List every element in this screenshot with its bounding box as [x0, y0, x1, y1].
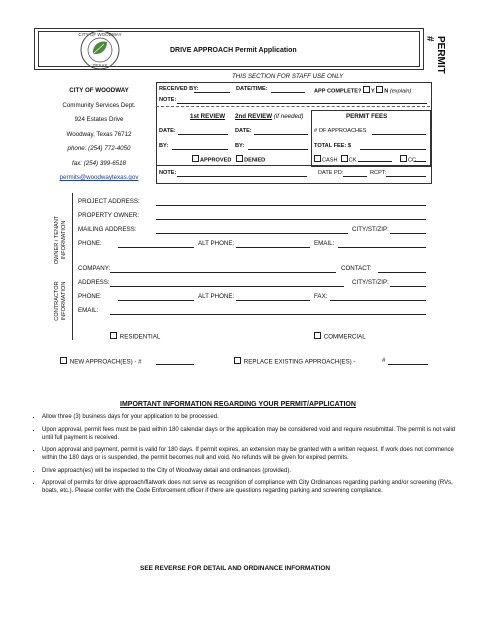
checkbox-n-label: N	[384, 88, 389, 95]
num-approaches-field[interactable]	[372, 134, 426, 135]
checkbox-replace-approach[interactable]	[234, 357, 241, 364]
contractor-city-state-zip-label: CITY/ST/ZIP:	[352, 279, 389, 286]
city-fax: fax: (254) 399-6518	[71, 159, 126, 167]
info-bullet-item: • Approval of permits for drive approach/flatwork does not serve as recognition of compliance with City Ordinances regarding parking and/or screening (RVs, boats, etc.). Please confer with the Code Enforcement officer if there are questions regarding parking and screening compliance.	[42, 479, 466, 495]
project-address-label: PROJECT ADDRESS:	[78, 198, 140, 205]
staff-bottom-separator	[156, 165, 430, 166]
staff-only-label: THIS SECTION FOR STAFF USE ONLY	[232, 73, 344, 80]
date1-label: DATE:	[159, 128, 176, 134]
new-approach-option	[60, 357, 142, 366]
explain-label: (explain)	[389, 88, 412, 95]
info-heading: IMPORTANT INFORMATION REGARDING YOUR PERMIT/APPLICATION	[120, 401, 356, 408]
received-by-field[interactable]	[194, 92, 230, 93]
company-label: COMPANY:	[78, 265, 111, 272]
checkbox-cc[interactable]	[400, 155, 407, 162]
info-bullet-item: • Upon approval, permit fees must be paid within 180 calendar days or the application may be considered void and require resubmittal. The permit is not valid until full payment is received.	[42, 426, 466, 442]
checkbox-ck[interactable]	[341, 155, 348, 162]
contractor-phone-label: PHONE:	[78, 293, 102, 300]
form-title: DRIVE APPROACH Permit Application	[170, 47, 297, 54]
info-bullet-item: • Upon approval and payment, permit is valid for 180 days. If permit expires, an extension may be granted with a written request. If work does not commence within the 180 days or is suspended, the permit becomes null and void. No refunds will be given for expired permits.	[42, 446, 466, 462]
checkbox-residential[interactable]	[110, 332, 117, 339]
new-approach-count-field[interactable]	[156, 364, 194, 365]
total-fee-label: TOTAL FEE: $	[314, 143, 351, 149]
received-by-label: RECEIVED BY:	[159, 86, 199, 92]
date-time-label: DATE/TIME:	[236, 86, 268, 92]
note-field-bottom[interactable]	[177, 176, 307, 177]
payment-row	[314, 155, 356, 164]
owner-email-label: EMAIL:	[314, 240, 335, 247]
permit-fees-label: PERMIT FEES	[346, 113, 388, 120]
owner-email-field[interactable]	[338, 247, 426, 248]
by1-field[interactable]	[172, 149, 228, 150]
owner-alt-phone-field[interactable]	[236, 247, 310, 248]
svg-text:CITY OF WOODWAY: CITY OF WOODWAY	[78, 32, 122, 37]
app-complete-label: APP COMPLETE?	[314, 88, 362, 95]
approved-label: APPROVED	[200, 157, 232, 164]
new-approach-label: NEW APPROACH(ES) - #	[69, 358, 142, 366]
date-pd-label: DATE PD:	[318, 170, 344, 176]
checkbox-commercial[interactable]	[314, 332, 321, 339]
checkbox-y-label: Y	[371, 88, 375, 95]
contractor-city-state-zip-field[interactable]	[390, 286, 426, 287]
city-name: CITY OF WOODWAY	[69, 87, 129, 94]
denied-label: DENIED	[244, 157, 266, 164]
ck-label: CK	[348, 157, 357, 164]
checkbox-cash[interactable]	[314, 155, 321, 162]
permit-number-label: PERMIT #	[424, 36, 446, 74]
residential-option	[110, 332, 160, 341]
contractor-alt-phone-label: ALT PHONE:	[198, 293, 235, 300]
total-fee-field[interactable]	[360, 149, 426, 150]
replace-approach-option	[234, 357, 355, 366]
date2-label: DATE:	[235, 128, 252, 134]
checkbox-y[interactable]	[363, 86, 370, 93]
contractor-address-field[interactable]	[110, 286, 344, 287]
num-approaches-label: # OF APPROACHES	[314, 128, 367, 134]
app-complete	[314, 86, 411, 95]
by2-label: BY:	[235, 143, 245, 149]
owner-alt-phone-label: ALT PHONE:	[198, 240, 235, 247]
mailing-address-label: MAILING ADDRESS:	[78, 226, 137, 233]
note-field-top[interactable]	[177, 103, 427, 104]
checkbox-denied[interactable]	[236, 155, 243, 162]
if-needed-text: (if needed)	[273, 113, 304, 120]
svg-text:TEXAS: TEXAS	[92, 63, 108, 68]
contractor-email-field[interactable]	[110, 314, 426, 315]
owner-phone-field[interactable]	[118, 247, 194, 248]
by2-field[interactable]	[248, 149, 308, 150]
approval-row	[192, 155, 265, 164]
by1-label: BY:	[159, 143, 169, 149]
contact-label: CONTACT:	[341, 265, 372, 272]
commercial-label: COMMERCIAL	[323, 333, 366, 341]
contractor-fax-field[interactable]	[330, 300, 426, 301]
checkbox-n[interactable]	[376, 86, 383, 93]
company-field[interactable]	[110, 272, 336, 273]
replace-approach-label: REPLACE EXISTING APPROACH(ES) -	[243, 358, 356, 366]
footer-note: SEE REVERSE FOR DETAIL AND ORDINANCE INFORMATION	[140, 565, 331, 572]
checkbox-new-approach[interactable]	[60, 357, 67, 364]
date-time-field[interactable]	[271, 92, 305, 93]
mailing-address-field[interactable]	[156, 233, 348, 234]
contractor-address-label: ADDRESS:	[78, 279, 110, 286]
note-label-top: NOTE:	[159, 97, 177, 103]
cash-label: CASH	[322, 157, 338, 164]
property-owner-field[interactable]	[156, 219, 426, 220]
ck-number-field[interactable]	[358, 161, 392, 162]
first-review-label: 1st REVIEW	[190, 113, 226, 120]
city-dept: Community Services Dept.	[62, 101, 136, 109]
city-email-link[interactable]: permits@woodwaytexas.gov	[59, 174, 139, 181]
owner-city-state-zip-field[interactable]	[390, 233, 426, 234]
rcpt-label: RCPT:	[370, 170, 387, 176]
contractor-alt-phone-field[interactable]	[236, 300, 310, 301]
owner-side-label: OWNER / TENANT INFORMATION	[54, 215, 67, 265]
contractor-email-label: EMAIL:	[78, 307, 99, 314]
cc-field[interactable]	[414, 161, 426, 162]
contractor-phone-field[interactable]	[118, 300, 194, 301]
date-pd-field[interactable]	[343, 176, 367, 177]
owner-phone-label: PHONE:	[78, 240, 102, 247]
city-phone: phone: (254) 772-4050	[67, 145, 131, 152]
city-address1: 924 Estates Drive	[74, 116, 124, 123]
contractor-fax-label: FAX:	[314, 293, 328, 300]
date1-field[interactable]	[178, 134, 228, 135]
cc-option	[400, 155, 416, 164]
commercial-option	[314, 332, 366, 341]
date2-field[interactable]	[254, 134, 308, 135]
info-bullet-item: • Allow three (3) business days for your application to be processed.	[42, 413, 466, 421]
contractor-side-label: CONTRACTOR INFORMATION	[54, 281, 67, 321]
city-address2: Woodway, Texas 76712	[66, 130, 132, 138]
city-info	[40, 84, 158, 186]
second-review-label	[235, 113, 303, 120]
info-bullet-list	[28, 413, 466, 500]
second-review-text: 2nd REVIEW	[235, 113, 273, 120]
staff-separator	[156, 106, 430, 107]
replace-hash-label: #	[382, 357, 386, 364]
owner-city-state-zip-label: CITY/ST/ZIP:	[352, 226, 389, 233]
project-address-field[interactable]	[156, 205, 426, 206]
rcpt-field[interactable]	[386, 176, 426, 177]
info-bullet-item: • Drive approach(es) will be inspected to the City of Woodway detail and ordinances (provided).	[42, 467, 466, 475]
replace-approach-count-field[interactable]	[388, 364, 428, 365]
note-label-bottom: NOTE:	[159, 170, 177, 176]
contractor-section-divider	[72, 262, 73, 340]
cc-label: CC	[408, 157, 417, 164]
property-owner-label: PROPERTY OWNER:	[78, 212, 139, 219]
contact-field[interactable]	[378, 272, 426, 273]
residential-label: RESIDENTIAL	[119, 333, 161, 341]
city-seal-logo	[74, 28, 126, 72]
checkbox-approved[interactable]	[192, 155, 199, 162]
